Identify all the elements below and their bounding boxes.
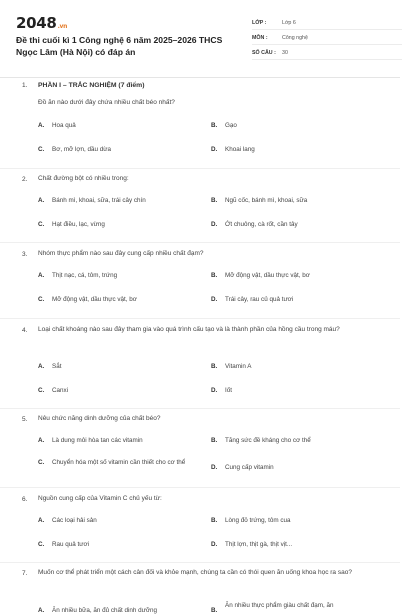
option-letter: D. xyxy=(211,146,218,153)
option-3d[interactable] xyxy=(211,295,373,305)
option-2b[interactable] xyxy=(211,196,373,206)
option-text: Thịt lợn, thịt gà, thịt vịt... xyxy=(225,541,293,548)
option-letter: A. xyxy=(38,363,45,370)
option-text: Bánh mì, khoai, sữa, trái cây chín xyxy=(52,197,146,204)
option-letter: A. xyxy=(38,197,45,204)
option-letter: C. xyxy=(38,459,45,466)
option-text: Mỡ động vật, dầu thực vật, bơ xyxy=(225,272,310,279)
option-letter: B. xyxy=(211,517,218,524)
question-text: Nhóm thực phẩm nào sau đây cung cấp nhiều chất đạm? xyxy=(38,250,204,257)
option-5b[interactable] xyxy=(211,436,373,446)
question-text: Muốn cơ thể phát triển một cách cân đối và khỏe mạnh, chúng ta cần có thói quen ăn uống khoa học ra sao? xyxy=(38,569,352,576)
document-header xyxy=(16,14,386,64)
document-page xyxy=(16,14,386,614)
logo-text: 2048 xyxy=(16,14,57,32)
question-number: 2. xyxy=(22,176,28,183)
question-number: 5. xyxy=(22,416,28,423)
option-text: Mỡ động vật, dầu thực vật, bơ xyxy=(52,296,137,303)
option-letter: D. xyxy=(211,296,218,303)
option-6a[interactable] xyxy=(38,516,200,526)
option-6c[interactable] xyxy=(38,540,200,550)
option-text: Cung cấp vitamin xyxy=(225,464,274,471)
option-5c[interactable] xyxy=(38,458,204,468)
question-divider xyxy=(0,487,400,488)
option-text: Rau quả tươi xyxy=(52,541,90,548)
option-4d[interactable] xyxy=(211,386,373,396)
option-text: Lòng đỏ trứng, tôm cua xyxy=(225,517,291,524)
question-text: Loại chất khoáng nào sau đây tham gia vào quá trình cấu tạo và là thành phần của hồng cầu trong máu? xyxy=(38,326,340,333)
meta-question-count xyxy=(252,46,402,60)
option-text: Các loại hải sản xyxy=(52,517,97,524)
option-3b[interactable] xyxy=(211,271,373,281)
option-5d[interactable] xyxy=(211,463,373,473)
question-text: Nêu chức năng dinh dưỡng của chất béo? xyxy=(38,415,161,422)
option-text: Sắt xyxy=(52,363,62,370)
question-number: 4. xyxy=(22,327,28,334)
question-divider xyxy=(0,168,400,169)
question-text: Nguồn cung cấp của Vitamin C chủ yếu từ: xyxy=(38,495,162,502)
meta-subject xyxy=(252,31,402,45)
question-text: Đồ ăn nào dưới đây chứa nhiều chất béo nhất? xyxy=(38,99,175,106)
section-title: PHẦN I – TRẮC NGHIỆM (7 điểm) xyxy=(38,82,145,89)
meta-label: SỐ CÂU : xyxy=(252,49,276,56)
option-text: Bơ, mỡ lợn, dầu dừa xyxy=(52,146,111,153)
option-2d[interactable] xyxy=(211,220,373,230)
logo-suffix: .vn xyxy=(57,23,68,30)
option-letter: B. xyxy=(211,272,218,279)
option-text: Gạo xyxy=(225,122,237,129)
option-letter: B. xyxy=(211,122,218,129)
question-divider xyxy=(0,408,400,409)
document-meta xyxy=(252,16,402,61)
option-text: Chuyển hóa một số vitamin cần thiết cho cơ thể xyxy=(52,459,186,466)
option-text: Hạt điều, lạc, vừng xyxy=(52,221,105,228)
option-letter: D. xyxy=(211,221,218,228)
option-3c[interactable] xyxy=(38,295,200,305)
option-text: Trái cây, rau củ quả tươi xyxy=(225,296,294,303)
option-text: Tăng sức đề kháng cho cơ thể xyxy=(225,437,311,444)
question-divider xyxy=(0,242,400,243)
option-6d[interactable] xyxy=(211,540,373,550)
option-letter: C. xyxy=(38,387,45,394)
option-4b[interactable] xyxy=(211,362,373,372)
option-5a[interactable] xyxy=(38,436,200,446)
option-1b[interactable] xyxy=(211,121,373,131)
question-text: Chất đường bột có nhiều trong: xyxy=(38,175,129,182)
option-text: Thịt nạc, cá, tôm, trứng xyxy=(52,272,118,279)
meta-value: 30 xyxy=(282,49,288,56)
meta-class xyxy=(252,16,402,30)
option-4a[interactable] xyxy=(38,362,200,372)
question-divider xyxy=(0,318,400,319)
option-1d[interactable] xyxy=(211,145,373,155)
option-text: Vitamin A xyxy=(225,363,252,370)
option-1a[interactable] xyxy=(38,121,200,131)
option-letter: D. xyxy=(211,387,218,394)
meta-label: MÔN : xyxy=(252,34,268,41)
option-letter: A. xyxy=(38,122,45,129)
option-text: Canxi xyxy=(52,387,69,394)
option-7b[interactable] xyxy=(211,601,381,616)
option-4c[interactable] xyxy=(38,386,200,396)
option-2a[interactable] xyxy=(38,196,200,206)
option-3a[interactable] xyxy=(38,271,200,281)
option-letter: A. xyxy=(38,607,45,614)
option-7a[interactable] xyxy=(38,606,200,616)
question-divider xyxy=(0,562,400,563)
option-6b[interactable] xyxy=(211,516,373,526)
meta-value: Lớp 6 xyxy=(282,19,296,26)
option-text: Hoa quả xyxy=(52,122,76,129)
option-2c[interactable] xyxy=(38,220,200,230)
option-text: Là dung môi hòa tan các vitamin xyxy=(52,437,143,444)
option-letter: D. xyxy=(211,464,218,471)
option-letter: D. xyxy=(211,541,218,548)
option-text: Ăn nhiều thực phẩm giàu chất đạm, ăn xyxy=(225,602,334,609)
option-letter: A. xyxy=(38,437,45,444)
question-number: 3. xyxy=(22,251,28,258)
question-number: 7. xyxy=(22,570,28,577)
option-letter: A. xyxy=(38,272,45,279)
section-number: 1. xyxy=(22,82,28,89)
meta-value: Công nghệ xyxy=(282,34,308,41)
option-text: Ớt chuông, cà rốt, cần tây xyxy=(225,221,298,228)
option-text: Iốt xyxy=(225,387,233,394)
option-letter: B. xyxy=(211,607,218,614)
header-divider xyxy=(0,77,400,78)
meta-label: LỚP : xyxy=(252,19,267,26)
document-title: Đề thi cuối kì 1 Công nghệ 6 năm 2025–2026 THCS Ngọc Lâm (Hà Nội) có đáp án xyxy=(16,35,223,57)
option-letter: B. xyxy=(211,363,218,370)
option-letter: C. xyxy=(38,541,45,548)
question-number: 6. xyxy=(22,496,28,503)
site-logo[interactable] xyxy=(16,14,67,32)
option-letter: B. xyxy=(211,197,218,204)
option-1c[interactable] xyxy=(38,145,200,155)
option-letter: C. xyxy=(38,146,45,153)
option-letter: B. xyxy=(211,437,218,444)
option-text: Ăn nhiều bữa, ăn đủ chất dinh dưỡng xyxy=(52,607,157,614)
option-text: Ngũ cốc, bánh mì, khoai, sữa xyxy=(225,197,308,204)
option-letter: C. xyxy=(38,221,45,228)
option-letter: A. xyxy=(38,517,45,524)
option-letter: C. xyxy=(38,296,45,303)
option-text: Khoai lang xyxy=(225,146,255,153)
